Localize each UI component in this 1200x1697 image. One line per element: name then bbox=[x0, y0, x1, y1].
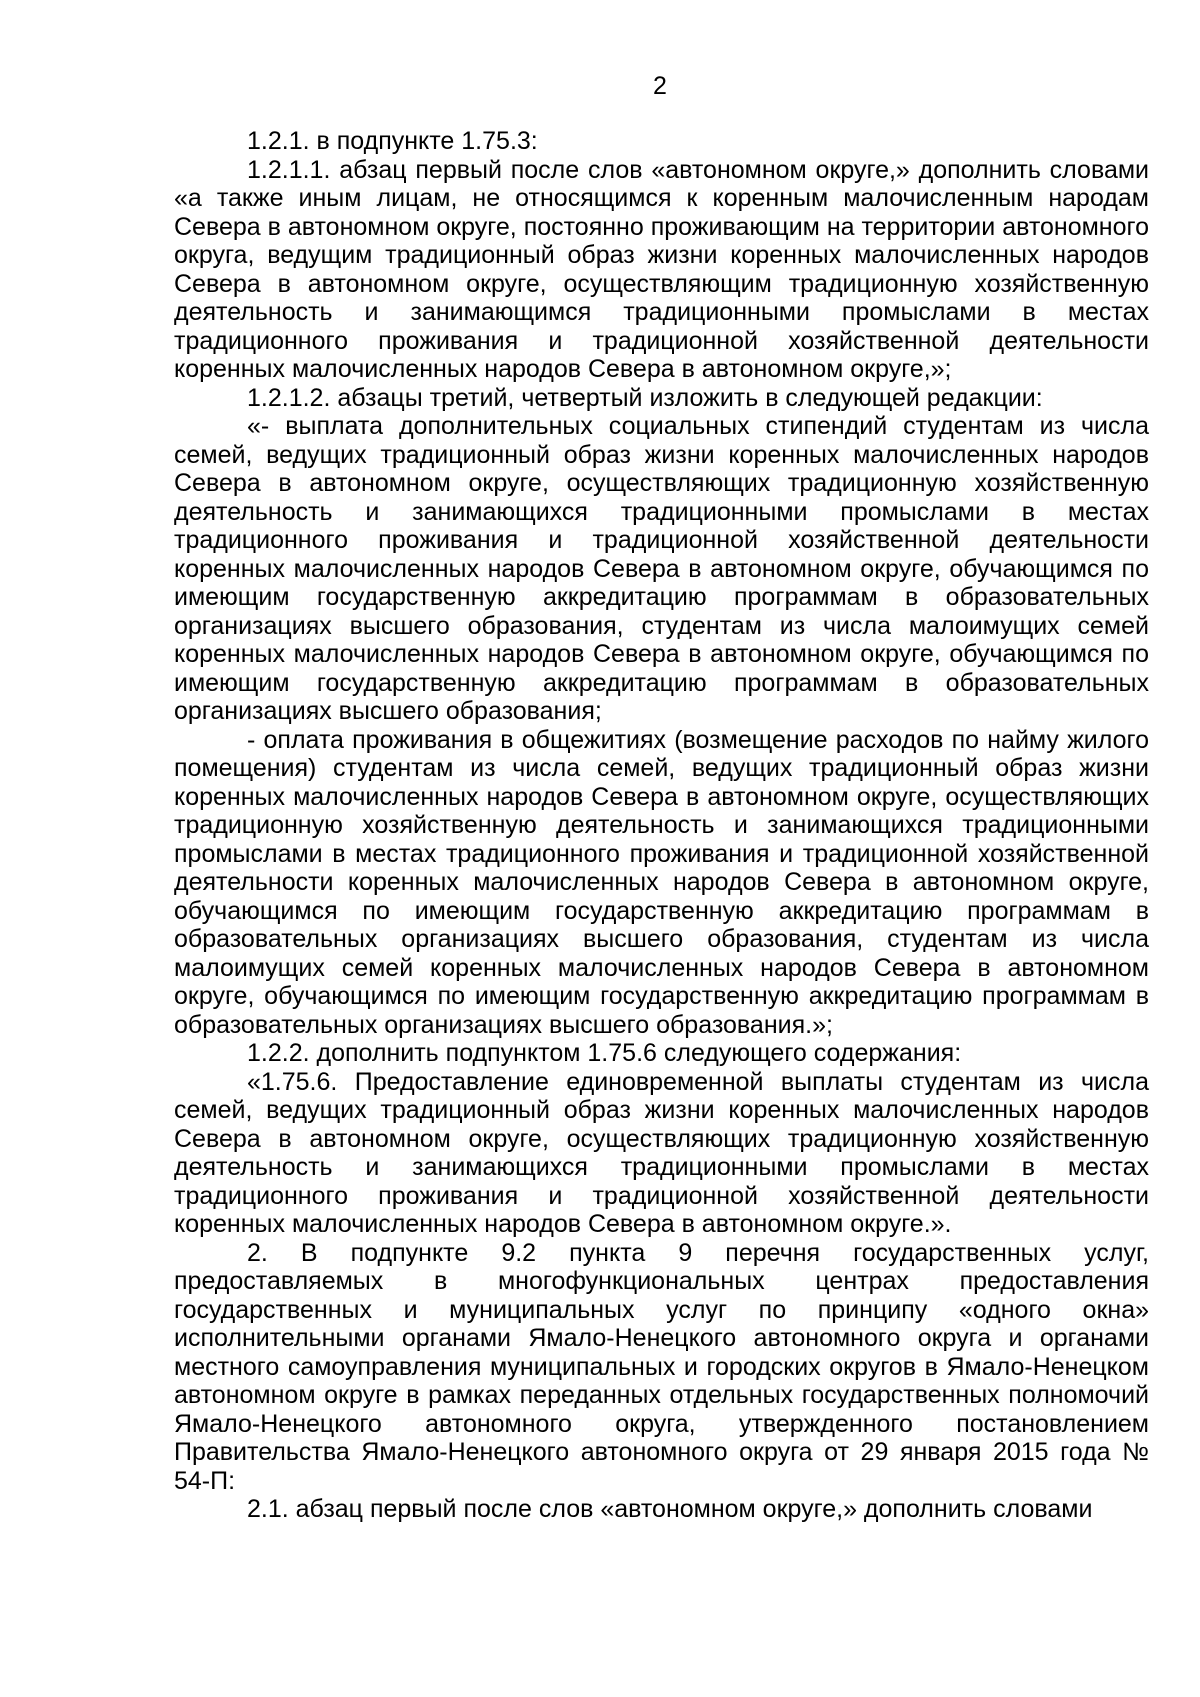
page-number: 2 bbox=[653, 72, 667, 100]
paragraph: - оплата проживания в общежитиях (возмещение расходов по найму жилого помещения) студентам из числа семей, ведущих традиционный образ жизни коренных малочисленных народов Севера в автономном округе, осуществляющих традиционную хозяйственную деятельность и занимающихся традиционными промыслами в местах традиционного проживания и традиционной хозяйственной деятельности коренных малочисленных народов Севера в автономном округе, обучающимся по имеющим государственную аккредитацию программам в образовательных организациях высшего образования, студентам из числа малоимущих семей коренных малочисленных народов Севера в автономном округе, обучающимся по имеющим государственную аккредитацию программам в образовательных организациях высшего образования.»; bbox=[174, 725, 1149, 1039]
paragraph: «- выплата дополнительных социальных стипендий студентам из числа семей, ведущих традиционный образ жизни коренных малочисленных народов Севера в автономном округе, осуществляющих традиционную хозяйственную деятельность и занимающихся традиционными промыслами в местах традиционного проживания и традиционной хозяйственной деятельности коренных малочисленных народов Севера в автономном округе, обучающимся по имеющим государственную аккредитацию программам в образовательных организациях высшего образования, студентам из числа малоимущих семей коренных малочисленных народов Севера в автономном округе, обучающимся по имеющим государственную аккредитацию программам в образовательных организациях высшего образования; bbox=[174, 412, 1149, 725]
paragraph: 1.2.2. дополнить подпунктом 1.75.6 следующего содержания: bbox=[247, 1039, 962, 1067]
paragraph: 1.2.1.2. абзацы третий, четвертый изложить в следующей редакции: bbox=[247, 383, 1043, 412]
document-body bbox=[174, 127, 1149, 1524]
paragraph: «1.75.6. Предоставление единовременной выплаты студентам из числа семей, ведущих традиционный образ жизни коренных малочисленных народов Севера в автономном округе, осуществляющих традиционную хозяйственную деятельность и занимающихся традиционными промыслами в местах традиционного проживания и традиционной хозяйственной деятельности коренных малочисленных народов Севера в автономном округе.». bbox=[174, 1067, 1149, 1238]
paragraph: 2.1. абзац первый после слов «автономном округе,» дополнить словами bbox=[247, 1495, 1093, 1523]
paragraph: 1.2.1.1. абзац первый после слов «автономном округе,» дополнить словами «а также иным лицам, не относящимся к коренным малочисленным народам Севера в автономном округе, постоянно проживающим на территории автономного округа, ведущим традиционный образ жизни коренных малочисленных народов Севера в автономном округе, осуществляющим традиционную хозяйственную деятельность и занимающимся традиционными промыслами в местах традиционного проживания и традиционной хозяйственной деятельности коренных малочисленных народов Севера в автономном округе,»; bbox=[174, 155, 1149, 383]
paragraph: 2. В подпункте 9.2 пункта 9 перечня государственных услуг, предоставляемых в многофункциональных центрах предоставления государственных и муниципальных услуг по принципу «одного окна» исполнительными органами Ямало-Ненецкого автономного округа и органами местного самоуправления муниципальных и городских округов в Ямало-Ненецком автономном округе в рамках переданных отдельных государственных полномочий Ямало-Ненецкого автономного округа, утвержденного постановлением Правительства Ямало-Ненецкого автономного округа от 29 января 2015 года № 54-П: bbox=[174, 1238, 1149, 1495]
paragraph: 1.2.1. в подпункте 1.75.3: bbox=[247, 127, 538, 155]
